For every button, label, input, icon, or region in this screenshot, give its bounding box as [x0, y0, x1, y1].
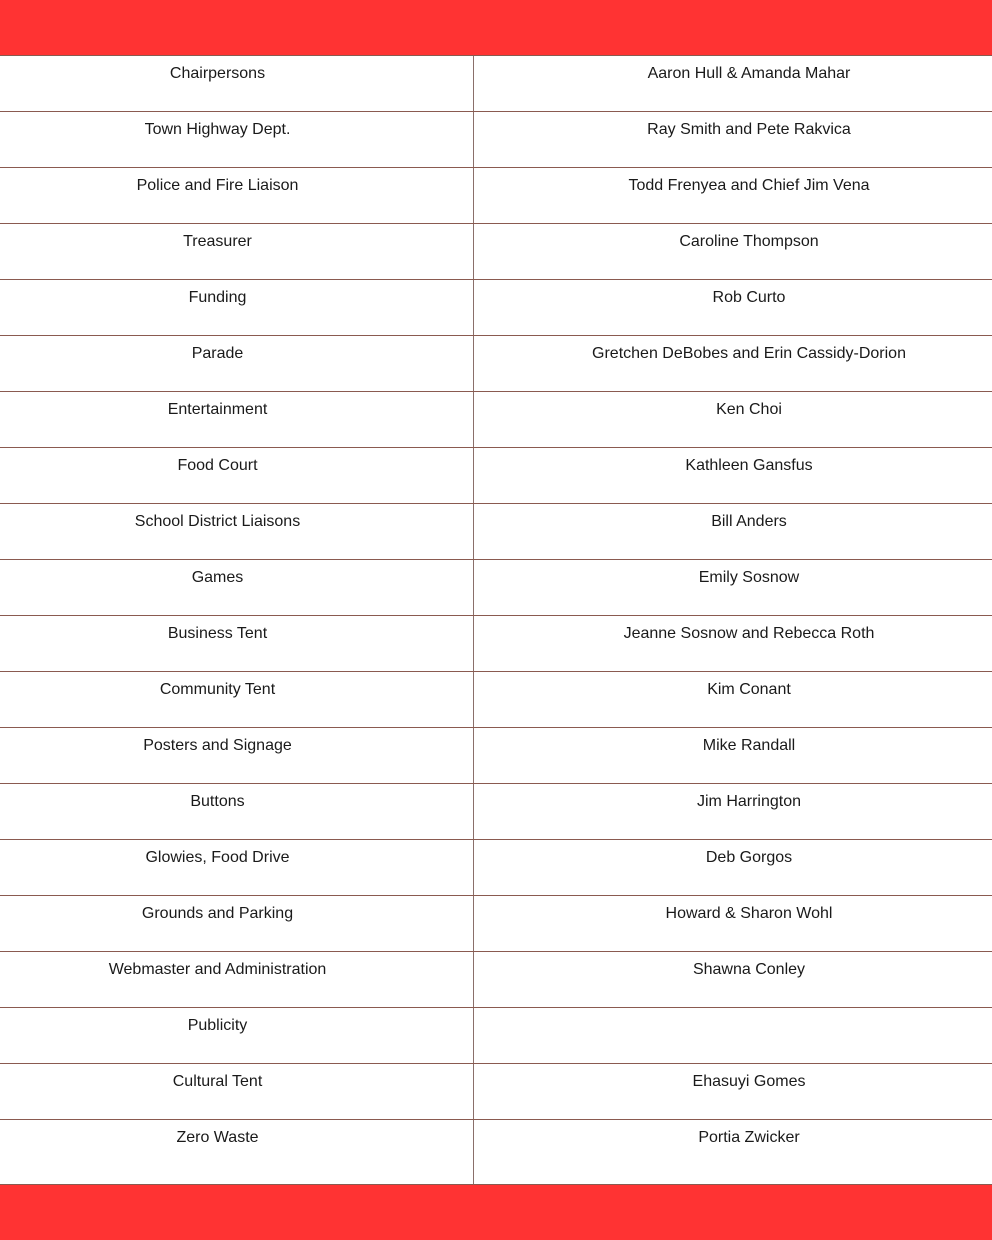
- table-row: [0, 448, 992, 504]
- person-cell: Gretchen DeBobes and Erin Cassidy-Dorion: [592, 345, 906, 362]
- role-cell: Community Tent: [159, 681, 276, 698]
- committee-table: [0, 56, 992, 1184]
- role-cell: Entertainment: [167, 401, 268, 418]
- table-row: [0, 280, 992, 336]
- table-row: [0, 392, 992, 448]
- person-cell: Jim Harrington: [696, 793, 802, 810]
- person-cell: Bill Anders: [711, 513, 787, 530]
- table-row: [0, 1064, 992, 1120]
- table-row: [0, 840, 992, 896]
- role-cell: Food Court: [177, 457, 258, 474]
- person-cell: Ehasuyi Gomes: [692, 1073, 806, 1090]
- person-cell: Shawna Conley: [692, 961, 806, 978]
- table-row: [0, 1008, 992, 1064]
- person-cell: Caroline Thompson: [679, 233, 819, 250]
- role-cell: Buttons: [190, 793, 245, 810]
- role-cell: Grounds and Parking: [141, 905, 294, 922]
- header-bar: [0, 0, 992, 56]
- role-cell: Business Tent: [167, 625, 268, 642]
- table-row: [0, 616, 992, 672]
- person-cell: Portia Zwicker: [698, 1129, 800, 1146]
- table-row: [0, 952, 992, 1008]
- person-cell: Kim Conant: [707, 681, 791, 698]
- role-cell: Glowies, Food Drive: [145, 849, 290, 866]
- footer-bar: [0, 1184, 992, 1240]
- role-cell: Funding: [188, 289, 247, 306]
- role-cell: Zero Waste: [176, 1129, 259, 1146]
- role-cell: School District Liaisons: [134, 513, 301, 530]
- role-cell: Games: [191, 569, 244, 586]
- table-row: [0, 168, 992, 224]
- role-cell: Police and Fire Liaison: [136, 177, 299, 194]
- person-cell: Jeanne Sosnow and Rebecca Roth: [623, 625, 875, 642]
- table-row: [0, 112, 992, 168]
- role-cell: Posters and Signage: [143, 737, 292, 754]
- role-cell: Town Highway Dept.: [144, 121, 291, 138]
- role-cell: Cultural Tent: [172, 1073, 263, 1090]
- table-row: [0, 1120, 992, 1176]
- person-cell: Ray Smith and Pete Rakvica: [647, 121, 851, 138]
- table-row: [0, 224, 992, 280]
- table-row: [0, 56, 992, 112]
- person-cell: Howard & Sharon Wohl: [665, 905, 833, 922]
- table-row: [0, 560, 992, 616]
- person-cell: Rob Curto: [712, 289, 786, 306]
- person-cell: Deb Gorgos: [705, 849, 793, 866]
- role-cell: Chairpersons: [169, 65, 266, 82]
- role-cell: Parade: [191, 345, 244, 362]
- person-cell: Aaron Hull & Amanda Mahar: [647, 65, 851, 82]
- table-row: [0, 672, 992, 728]
- person-cell: Emily Sosnow: [698, 569, 800, 586]
- person-cell: Todd Frenyea and Chief Jim Vena: [628, 177, 870, 194]
- person-cell: Mike Randall: [702, 737, 796, 754]
- person-cell: Ken Choi: [716, 401, 782, 418]
- table-row: [0, 784, 992, 840]
- table-row: [0, 728, 992, 784]
- table-row: [0, 504, 992, 560]
- table-row: [0, 896, 992, 952]
- role-cell: Publicity: [187, 1017, 248, 1034]
- table-row: [0, 336, 992, 392]
- person-cell: Kathleen Gansfus: [685, 457, 813, 474]
- role-cell: Treasurer: [183, 233, 252, 250]
- role-cell: Webmaster and Administration: [108, 961, 327, 978]
